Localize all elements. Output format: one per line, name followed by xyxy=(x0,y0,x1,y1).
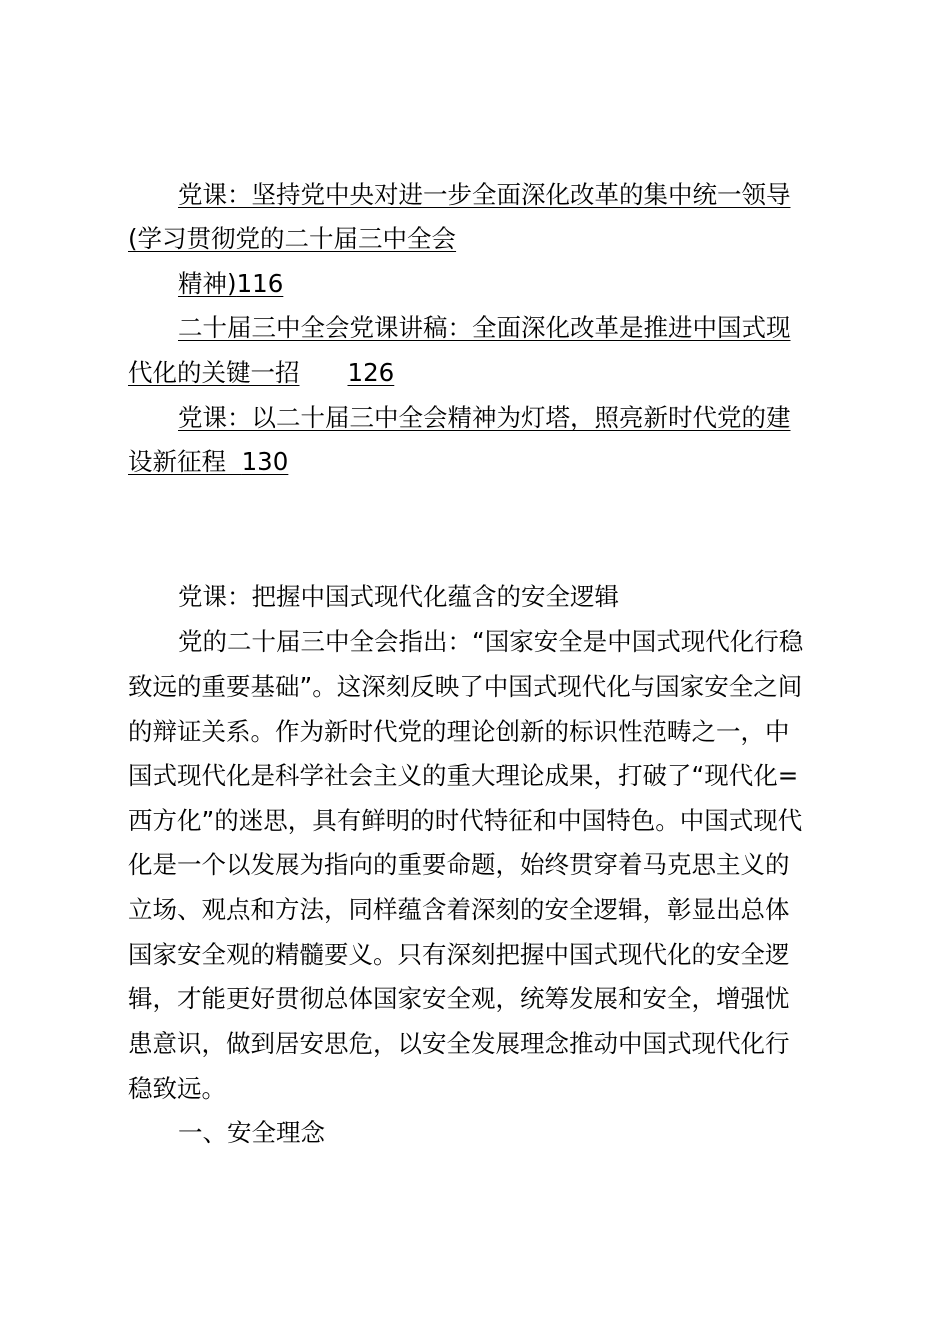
paragraph-line: 稳致远。 xyxy=(128,1074,226,1103)
toc-link-3-end[interactable]: 设新征程 130 xyxy=(128,447,289,476)
toc-entry-2-line-2[interactable] xyxy=(128,358,394,388)
paragraph-line: 西方化”的迷思，具有鲜明的时代特征和中国特色。中国式现代 xyxy=(128,806,803,835)
paragraph-line: 国式现代化是科学社会主义的重大理论成果，打破了“现代化= xyxy=(128,761,799,790)
paragraph-line: 立场、观点和方法，同样蕴含着深刻的安全逻辑，彰显出总体 xyxy=(128,895,790,924)
toc-link-3[interactable]: 党课：以二十届三中全会精神为灯塔，照亮新时代党的建 xyxy=(178,403,791,432)
toc-link-2[interactable]: 二十届三中全会党课讲稿：全面深化改革是推进中国式现 xyxy=(178,313,791,342)
paragraph-line: 致远的重要基础”。这深刻反映了中国式现代化与国家安全之间 xyxy=(128,672,803,701)
paragraph-line: 患意识，做到居安思危，以安全发展理念推动中国式现代化行 xyxy=(128,1029,790,1058)
article-title: 党课：把握中国式现代化蕴含的安全逻辑 xyxy=(178,582,619,611)
toc-link-1-cont[interactable]: (学习贯彻党的二十届三中全会 xyxy=(128,224,457,253)
toc-entry-2-line-1[interactable] xyxy=(178,313,791,343)
toc-entry-1-line-2[interactable] xyxy=(128,224,456,254)
section-heading: 一、安全理念 xyxy=(178,1118,325,1147)
toc-entry-1-line-1[interactable] xyxy=(178,180,791,210)
toc-link-2-end[interactable]: 代化的关键一招 126 xyxy=(128,358,395,387)
toc-page-number-1: 116 xyxy=(236,269,284,298)
paragraph-line: 化是一个以发展为指向的重要命题，始终贯穿着马克思主义的 xyxy=(128,850,790,879)
toc-entry-1-line-3[interactable] xyxy=(178,269,283,299)
paragraph-line: 党的二十届三中全会指出：“国家安全是中国式现代化行稳 xyxy=(178,627,804,656)
toc-page-number-2: 126 xyxy=(347,358,395,387)
toc-entry-3-line-2[interactable] xyxy=(128,447,288,477)
toc-entry-3-line-1[interactable] xyxy=(178,403,791,433)
toc-page-number-3: 130 xyxy=(241,447,289,476)
paragraph-line: 的辩证关系。作为新时代党的理论创新的标识性范畴之一，中 xyxy=(128,717,790,746)
paragraph-line: 辑，才能更好贯彻总体国家安全观，统筹发展和安全，增强忧 xyxy=(128,984,790,1013)
paragraph-line: 国家安全观的精髓要义。只有深刻把握中国式现代化的安全逻 xyxy=(128,940,790,969)
toc-link-1[interactable]: 党课：坚持党中央对进一步全面深化改革的集中统一领导 xyxy=(178,180,791,209)
toc-link-1-end[interactable]: 精神)116 xyxy=(178,269,284,298)
